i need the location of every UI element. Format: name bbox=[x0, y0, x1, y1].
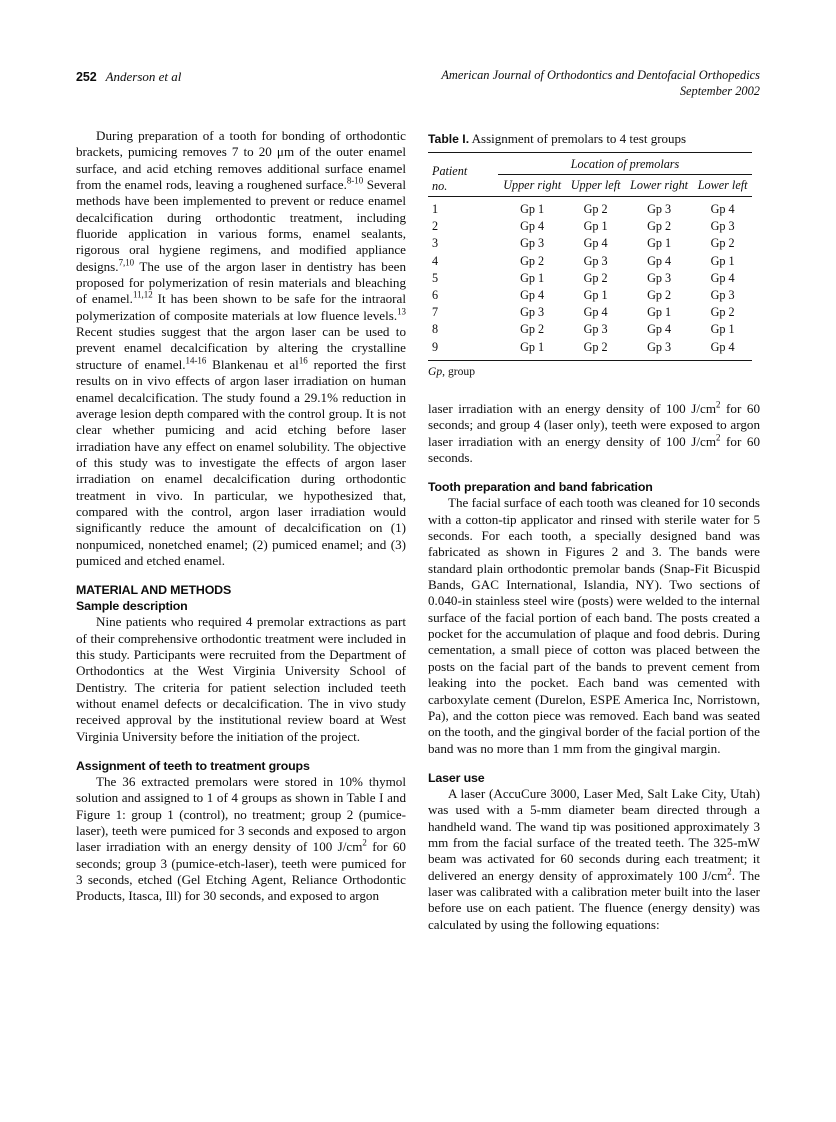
cell-upper-right: Gp 2 bbox=[520, 322, 545, 337]
superscript-exponent: 2 bbox=[727, 866, 732, 877]
cell-upper-left: Gp 2 bbox=[583, 270, 608, 285]
column-spanner-location-of-premolars: Location of premolars bbox=[570, 157, 680, 171]
cell-lower-left: Gp 3 bbox=[710, 219, 735, 234]
table-row bbox=[428, 338, 752, 360]
cell-lower-right: Gp 1 bbox=[647, 305, 672, 320]
cell-patient-no: 2 bbox=[432, 219, 439, 234]
table-row bbox=[428, 197, 752, 219]
cell-upper-right: Gp 3 bbox=[520, 305, 545, 320]
text-run: During preparation of a tooth for bonding of orthodontic brackets, pumicing removes 7 to 20 bbox=[76, 128, 406, 160]
column-header-lower-left: Lower left bbox=[697, 178, 748, 192]
paragraph-laser-use bbox=[428, 786, 760, 933]
table-caption bbox=[428, 131, 752, 147]
text-run: Blankenau et al bbox=[206, 356, 299, 372]
text-run: laser irradiation with an energy density of 100 J/cm bbox=[428, 401, 717, 416]
footnote-abbreviation: Gp bbox=[428, 364, 443, 378]
cell-upper-right: Gp 3 bbox=[520, 236, 545, 251]
table-row bbox=[428, 218, 752, 235]
running-head bbox=[76, 68, 760, 106]
cell-patient-no: 5 bbox=[432, 270, 439, 285]
table-row bbox=[428, 252, 752, 269]
table-title: Assignment of premolars to 4 test groups bbox=[471, 131, 687, 146]
citation-ref: 16 bbox=[298, 355, 308, 366]
cell-lower-right: Gp 3 bbox=[647, 270, 672, 285]
cell-upper-left: Gp 1 bbox=[583, 219, 608, 234]
superscript-exponent: 2 bbox=[716, 432, 721, 443]
citation-ref: 7,10 bbox=[118, 257, 135, 268]
stub-head-line-2: no. bbox=[432, 178, 448, 193]
cell-upper-left: Gp 4 bbox=[583, 236, 608, 251]
text-run: The 36 extracted premolars were stored in 10% thymol solution and assigned to 1 of 4 groups as shown in Table I and Figure 1: group 1 (control), no treatment; group 2 (pumice-laser), teeth were pumiced for 3 seconds and exposed to argon laser irradiation with an energy density of 100 J/cm bbox=[76, 774, 406, 855]
left-column bbox=[76, 128, 406, 905]
cell-lower-right: Gp 2 bbox=[647, 287, 672, 302]
citation-ref: 13 bbox=[397, 306, 406, 317]
text-run: reported the first results on in vivo effects of argon laser irradiation on human enamel decalcification. The study found a 29.1% reduction in average lesion depth compared with the control group. It is not clear whether pumicing and acid etching before laser irradiation have any effect on enamel solubility. The objective of this study was to investigate the effects of argon laser irradiation on enamel decalcification during orthodontic treatment in vivo. In particular, we hypothesized that, compared with the control, argon laser irradiation would significantly reduce the amount of decalcification on (1) nonpumiced, nonetched enamel; (2) pumiced enamel; and (3) pumiced and etched enamel. bbox=[76, 356, 407, 568]
right-column bbox=[428, 401, 760, 933]
subsection-heading-tooth-preparation: Tooth preparation and band fabrication bbox=[428, 480, 653, 495]
cell-patient-no: 6 bbox=[432, 287, 439, 302]
column-header-patient-no bbox=[428, 153, 498, 197]
table-premolar-assignment bbox=[428, 152, 752, 361]
cell-upper-right: Gp 1 bbox=[520, 339, 545, 354]
text-run: for 60 seconds; group 3 (pumice-etch-laser), teeth were pumiced for 3 seconds, etched (Gel Etching Agent, Reliance Orthodontic Products, Itasca, Ill) for 30 seconds, and exposed to argon bbox=[76, 839, 406, 904]
column-header-lower-right: Lower right bbox=[630, 178, 689, 192]
cell-upper-left: Gp 3 bbox=[583, 253, 608, 268]
cell-lower-right: Gp 3 bbox=[647, 202, 672, 216]
cell-lower-left: Gp 1 bbox=[710, 253, 735, 268]
journal-title: American Journal of Orthodontics and Dentofacial Orthopedics bbox=[441, 68, 760, 82]
cell-lower-left: Gp 4 bbox=[710, 339, 735, 354]
cell-patient-no: 1 bbox=[432, 202, 439, 216]
text-run: for 60 seconds. bbox=[428, 433, 760, 466]
cell-upper-left: Gp 2 bbox=[583, 202, 608, 216]
text-run: Several methods have been implemented to prevent or reduce enamel decalcification during orthodontic treatment, including fluoride application in various forms, enamel sealants, rigorous oral hygiene regimens, and modified appliance designs. bbox=[76, 177, 406, 274]
cell-lower-left: Gp 4 bbox=[710, 202, 735, 216]
column-header-upper-right: Upper right bbox=[503, 178, 562, 192]
text-run: Recent studies suggest that the argon laser can be used to prevent enamel decalcification by altering the crystalline structure of enamel. bbox=[76, 324, 406, 372]
cell-upper-right: Gp 4 bbox=[520, 287, 545, 302]
superscript-exponent: 2 bbox=[716, 399, 721, 410]
paragraph-sample-description: Nine patients who required 4 premolar extractions as part of their comprehensive orthodontic treatment were included in this study. Participants were recruited from the Department of Orthodontics at the West Virginia University School of Dentistry. The criteria for patient selection included teeth without enamel defects or decalcification. The in vivo study received approval by the institutional review board at West Virginia University before the initiation of the project. bbox=[76, 614, 406, 744]
cell-upper-left: Gp 2 bbox=[583, 339, 608, 354]
cell-lower-left: Gp 2 bbox=[710, 305, 735, 320]
table-row bbox=[428, 321, 752, 338]
table-1-block bbox=[428, 131, 752, 378]
table-head bbox=[428, 153, 752, 197]
paragraph-group-assignment-continued bbox=[428, 401, 760, 466]
cell-patient-no: 4 bbox=[432, 253, 439, 268]
table-row bbox=[428, 304, 752, 321]
cell-upper-right: Gp 4 bbox=[520, 219, 545, 234]
cell-patient-no: 9 bbox=[432, 339, 439, 354]
table-row bbox=[428, 235, 752, 252]
table-body bbox=[428, 197, 752, 361]
table-footnote bbox=[428, 365, 752, 378]
table-row bbox=[428, 270, 752, 287]
cell-lower-left: Gp 1 bbox=[710, 322, 735, 337]
citation-ref: 11,12 bbox=[132, 290, 153, 301]
micro-symbol: μ bbox=[276, 144, 284, 160]
cell-patient-no: 7 bbox=[432, 305, 439, 320]
cell-upper-right: Gp 1 bbox=[520, 202, 545, 216]
superscript-exponent: 2 bbox=[362, 838, 367, 849]
cell-lower-left: Gp 3 bbox=[710, 287, 735, 302]
citation-ref: 14-16 bbox=[185, 355, 207, 366]
cell-upper-right: Gp 2 bbox=[520, 253, 545, 268]
issue-date: September 2002 bbox=[679, 83, 760, 98]
citation-ref: 8-10 bbox=[346, 175, 364, 186]
cell-lower-right: Gp 3 bbox=[647, 339, 672, 354]
text-run: for 60 seconds; and group 4 (laser only), teeth were exposed to argon laser irradiation with an energy density of 100 J/cm bbox=[428, 401, 760, 449]
page-folio: 252 bbox=[76, 70, 97, 84]
cell-patient-no: 3 bbox=[432, 236, 439, 251]
stub-head-line-1: Patient bbox=[432, 164, 468, 178]
cell-upper-left: Gp 3 bbox=[583, 322, 608, 337]
table-row bbox=[428, 287, 752, 304]
cell-upper-left: Gp 1 bbox=[583, 287, 608, 302]
paragraph-intro bbox=[76, 128, 406, 569]
cell-lower-left: Gp 4 bbox=[710, 270, 735, 285]
column-header-upper-left: Upper left bbox=[570, 178, 621, 192]
text-run: . The laser was calibrated with a calibration meter built into the laser before use on each patient. The fluence (energy density) was calculated by using the following equations: bbox=[428, 867, 760, 932]
paragraph-group-assignment bbox=[76, 774, 406, 905]
cell-lower-right: Gp 4 bbox=[647, 253, 672, 268]
text-run: It has been shown to be safe for the intraoral polymerization of composite materials at low fluence levels. bbox=[76, 291, 406, 323]
cell-lower-left: Gp 2 bbox=[710, 236, 735, 251]
cell-lower-right: Gp 4 bbox=[647, 322, 672, 337]
text-run: m of the outer enamel surface, and acid etching removes additional surface enamel from the enamel rods, leaving a roughened surface. bbox=[76, 144, 406, 193]
cell-lower-right: Gp 2 bbox=[647, 219, 672, 234]
subsection-heading-laser-use: Laser use bbox=[428, 770, 485, 785]
cell-upper-left: Gp 4 bbox=[583, 305, 608, 320]
cell-upper-right: Gp 1 bbox=[520, 270, 545, 285]
footnote-expansion: , group bbox=[442, 364, 476, 378]
running-head-right bbox=[441, 68, 760, 99]
subsection-heading-assignment-of-teeth: Assignment of teeth to treatment groups bbox=[76, 759, 310, 774]
cell-lower-right: Gp 1 bbox=[647, 236, 672, 251]
text-run: A laser (AccuCure 3000, Laser Med, Salt Lake City, Utah) was used with a 5-mm diameter beam directed through a handheld wand. The wand tip was positioned approximately 3 mm from the facial surface of the treated teeth. The 325-mW beam was activated for 60 seconds during each treatment; it delivered an energy density of approximately 100 J/cm bbox=[428, 785, 760, 883]
subsection-heading-sample-description: Sample description bbox=[76, 599, 188, 614]
running-head-authors: Anderson et al bbox=[105, 69, 182, 84]
table-spanner-row bbox=[428, 153, 752, 175]
table-label: Table I. bbox=[428, 132, 470, 146]
paragraph-tooth-preparation: The facial surface of each tooth was cleaned for 10 seconds with a cotton-tip applicator and rinsed with sterile water for 5 seconds. For each tooth, a specially designed band was fabricated as shown in Figures 2 and 3. The bands were standard plain orthodontic premolar bands (Snap-Fit Bicuspid Bands, GAC International, Islandia, NY). Two sections of 0.040-in stainless steel wire (posts) were welded to the internal surface of the facial portion of each band. The posts created a pocket for the accumulation of plaque and food debris. During cementation, a small piece of cotton was placed between the posts on the facial part of the bands to prevent cement from leaking into the pocket. Each band was cemented with carboxylate cement (Durelon, ESPE America Inc, Norristown, Pa), and the cotton piece was removed. Each band was seated on the tooth, and the gingival border of the facial portion of the band was no more than 1 mm from the gingival margin. bbox=[428, 495, 760, 756]
running-head-left bbox=[76, 68, 181, 86]
section-heading-material-and-methods: MATERIAL AND METHODS bbox=[76, 583, 232, 598]
text-run: The use of the argon laser in dentistry has been proposed for polymerization of resin materials and bleaching of enamel. bbox=[76, 258, 406, 307]
cell-patient-no: 8 bbox=[432, 322, 439, 337]
